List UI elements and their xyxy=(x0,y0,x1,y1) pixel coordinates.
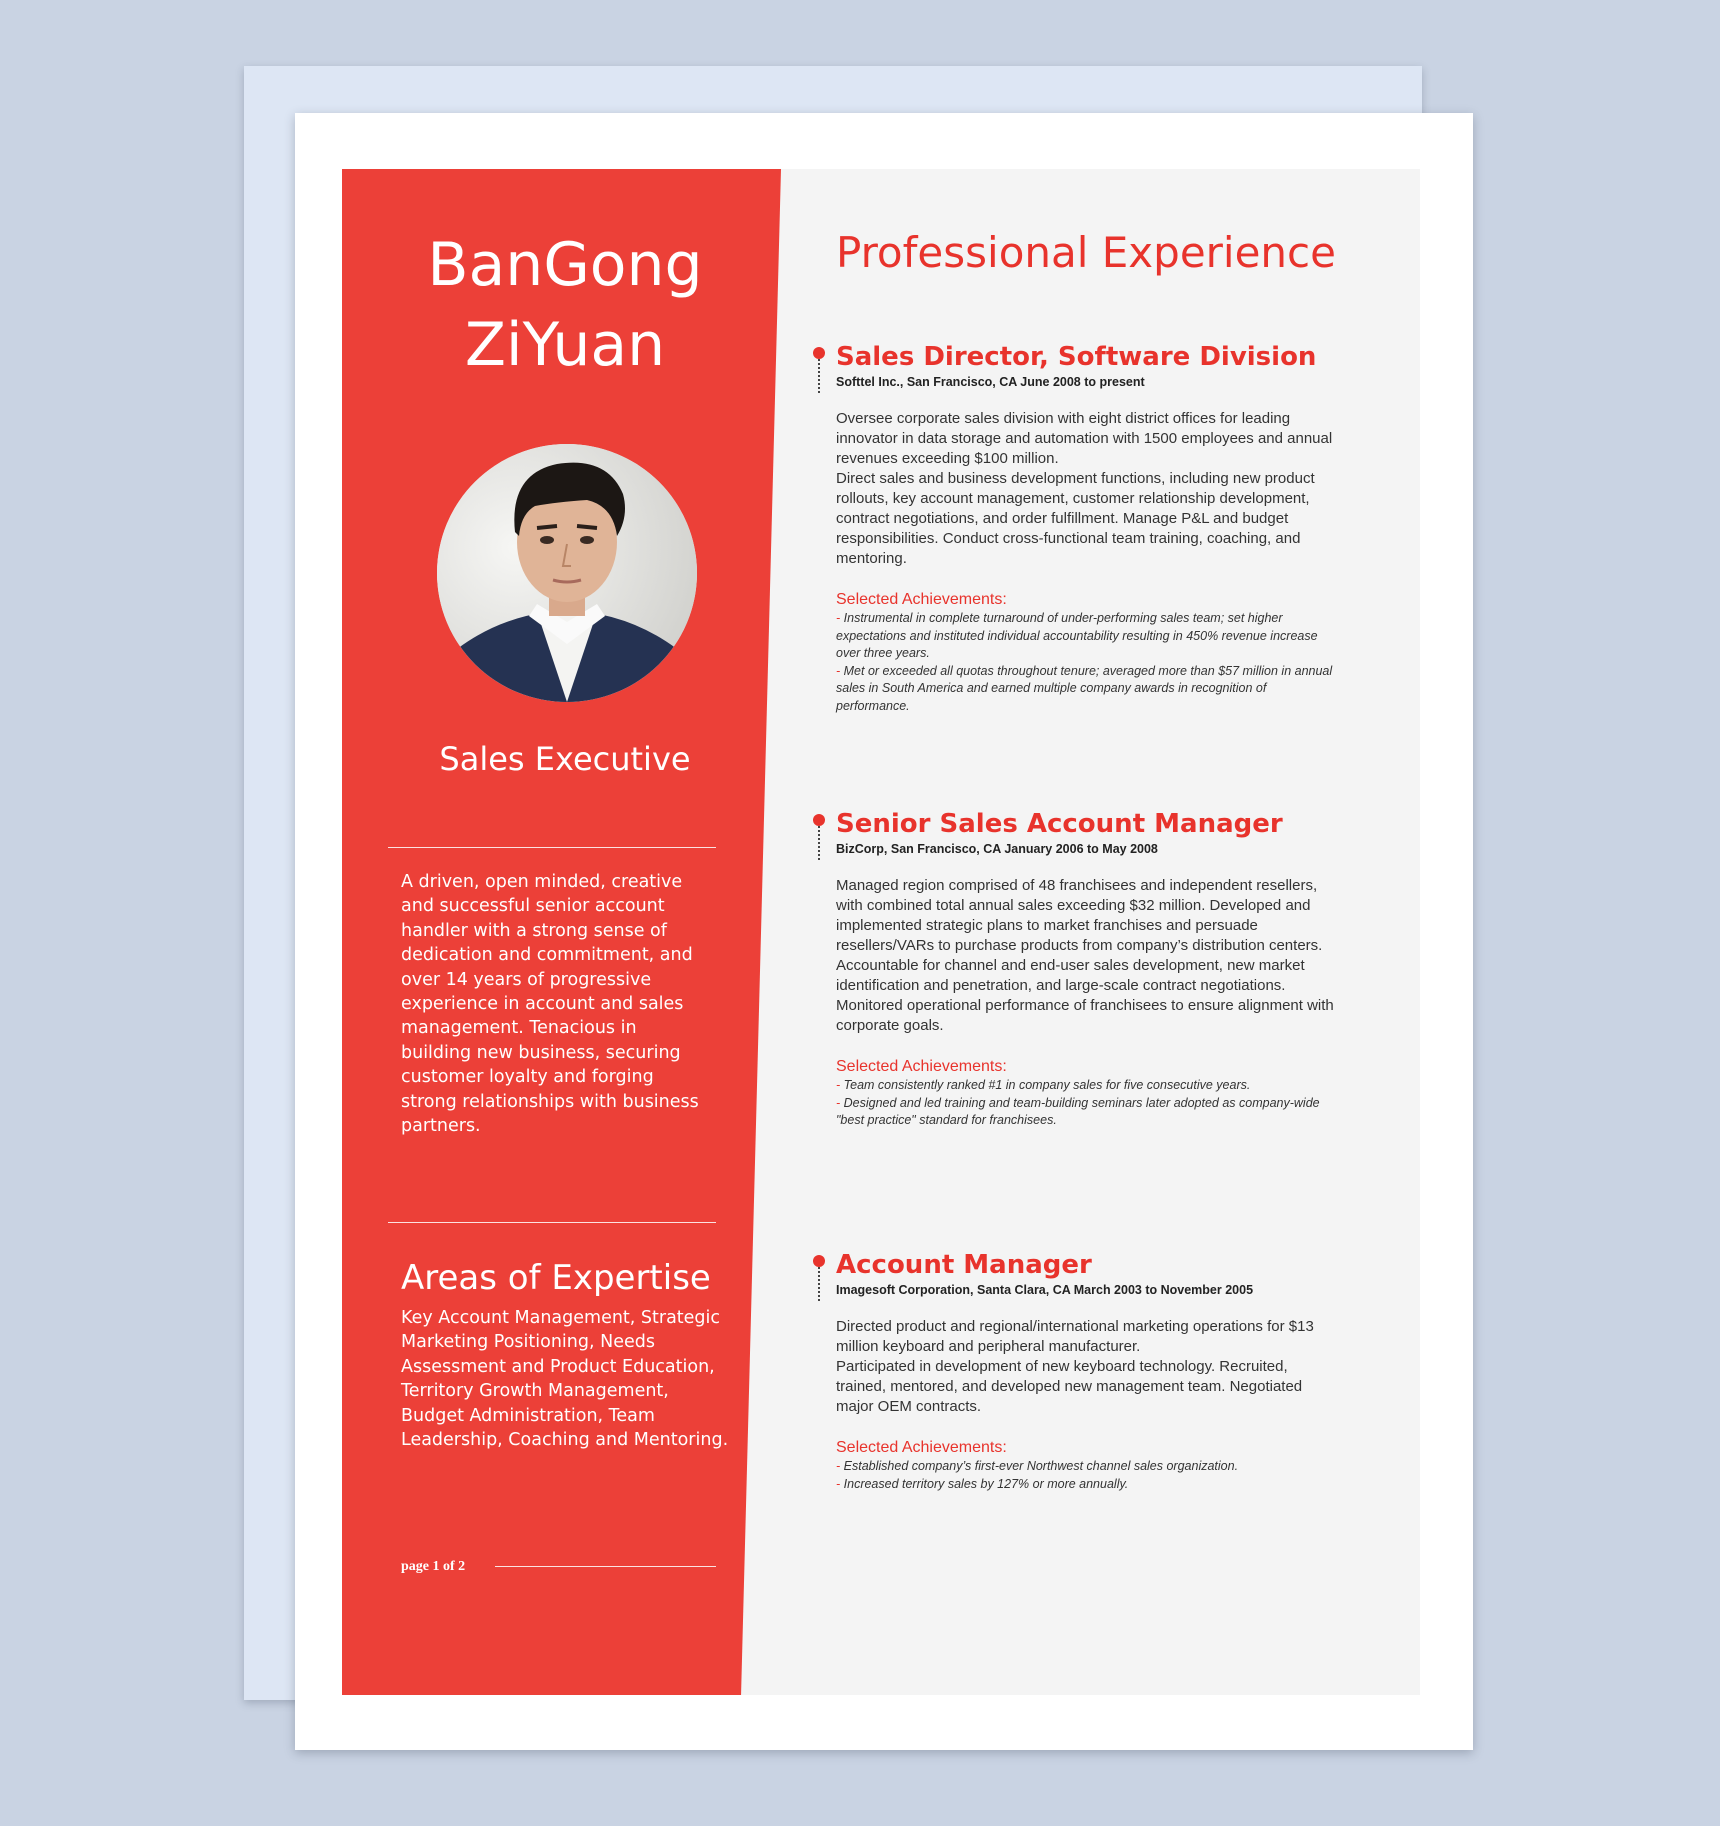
expertise-heading: Areas of Expertise xyxy=(401,1258,711,1298)
job-role: Sales Executive xyxy=(439,740,691,778)
last-name: ZiYuan xyxy=(464,310,666,380)
avatar xyxy=(437,444,697,702)
page-number: page 1 of 2 xyxy=(401,1559,466,1574)
footer-line xyxy=(495,1566,716,1567)
job-description xyxy=(836,876,1336,1036)
achievements-list xyxy=(836,610,1336,716)
job-company: Softtel Inc., San Francisco, CA June 2008 to present xyxy=(836,375,1145,389)
achievement-item: - Designed and led training and team-building seminars later adopted as company-wide "best practice" standard for franchisees. xyxy=(836,1095,1320,1128)
candidate-name xyxy=(390,225,740,385)
expertise-list: Key Account Management, Strategic Marketing Positioning, Needs Assessment and Product Education, Territory Growth Management, Budget Administration, Team Leadership, Coaching and Mentoring. xyxy=(401,1308,729,1451)
achievements-heading: Selected Achievements: xyxy=(836,1058,1007,1075)
job-title: Sales Director, Software Division xyxy=(836,342,1317,372)
achievements-heading: Selected Achievements: xyxy=(836,1439,1007,1456)
divider xyxy=(388,847,716,848)
job-entry xyxy=(836,1249,1336,1493)
job-entry xyxy=(836,341,1336,716)
achievements-list xyxy=(836,1077,1336,1130)
achievement-item: - Team consistently ranked #1 in company sales for five consecutive years. xyxy=(836,1078,1251,1092)
profile-summary: A driven, open minded, creative and successful senior account handler with a strong sense of dedication and commitment, and over 14 years of progressive experience in account and sales management. Tenacious in building new business, securing customer loyalty and forging strong relationships with business partners. xyxy=(401,872,699,1137)
achievement-item: - Increased territory sales by 127% or more annually. xyxy=(836,1476,1129,1491)
job-description xyxy=(836,1317,1336,1417)
divider xyxy=(388,1222,716,1223)
achievement-item: - Met or exceeded all quotas throughout tenure; averaged more than $57 million in annual sales in South America and earned multiple company awards in recognition of performance. xyxy=(836,663,1333,713)
description-paragraph: Oversee corporate sales division with eight district offices for leading innovator in data storage and automation with 1500 employees and annual revenues exceeding $100 million. xyxy=(836,410,1333,467)
description-paragraph: Managed region comprised of 48 franchisees and independent resellers, with combined total annual sales exceeding $32 million. Developed and implemented strategic plans to market franchises and persuade resellers/VARs to purchase products from company’s distribution centers. Accountable for channel and end-user sales development, new market identification and penetration, and large-scale contract negotiations. Monitored operational performance of franchisees to ensure alignment with corporate goals. xyxy=(836,877,1334,1034)
description-paragraph: Participated in development of new keyboard technology. Recruited, trained, mentored, and developed new management team. Negotiated major OEM contracts. xyxy=(836,1358,1303,1415)
job-title: Account Manager xyxy=(836,1250,1092,1280)
description-paragraph: Direct sales and business development functions, including new product rollouts, key account management, customer relationship development, contract negotiations, and order fulfillment. Manage P&L and budget responsibilities. Conduct cross-functional team training, coaching, and mentoring. xyxy=(836,470,1315,567)
job-company: BizCorp, San Francisco, CA January 2006 to May 2008 xyxy=(836,842,1158,856)
first-name: BanGong xyxy=(427,230,703,300)
job-description xyxy=(836,409,1336,569)
job-entry xyxy=(836,808,1336,1130)
achievement-item: - Instrumental in complete turnaround of under-performing sales team; set higher expectations and instituted individual accountability resulting in 450% revenue increase over three years. xyxy=(836,611,1318,661)
section-heading: Professional Experience xyxy=(836,228,1336,277)
achievements-list xyxy=(836,1458,1336,1493)
job-title: Senior Sales Account Manager xyxy=(836,809,1283,839)
job-company: Imagesoft Corporation, Santa Clara, CA March 2003 to November 2005 xyxy=(836,1283,1254,1297)
portrait-photo xyxy=(437,444,697,702)
achievements-heading: Selected Achievements: xyxy=(836,591,1007,608)
achievement-item: - Established company’s first-ever Northwest channel sales organization. xyxy=(836,1459,1239,1473)
description-paragraph: Directed product and regional/international marketing operations for $13 million keyboard and peripheral manufacturer. xyxy=(836,1318,1314,1355)
